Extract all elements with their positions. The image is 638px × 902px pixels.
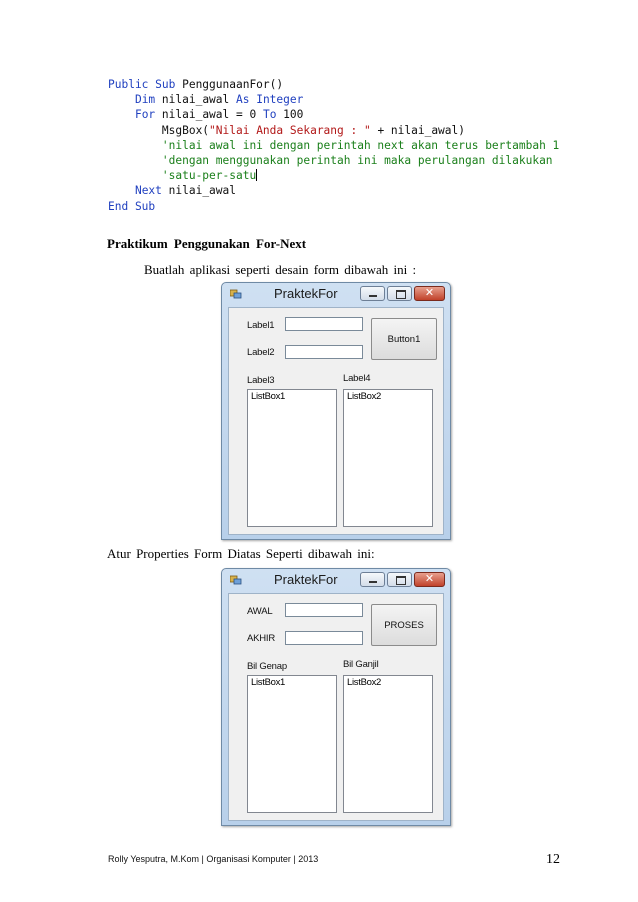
close-button[interactable] [414, 286, 445, 301]
instruction-text-1: Buatlah aplikasi seperti desain form dibawah ini : [144, 262, 417, 277]
form-window-configured [221, 568, 451, 826]
app-icon [230, 575, 242, 585]
listbox2-text: ListBox2 [347, 677, 382, 688]
label-bil-genap: Bil Genap [247, 661, 287, 672]
label-bil-ganjil: Bil Ganjil [343, 659, 379, 670]
minimize-button[interactable] [360, 572, 385, 587]
listbox2[interactable] [343, 389, 433, 527]
code-line: Next nilai_awal [134, 184, 236, 198]
label2: Label2 [247, 347, 275, 358]
code-line: MsgBox("Nilai Anda Sekarang : " + nilai_awal) [161, 123, 465, 137]
textbox-akhir[interactable] [285, 631, 363, 645]
code-line: 'nilai awal ini dengan perintah next akan terus bertambah 1 [161, 138, 560, 152]
minimize-icon [369, 295, 377, 297]
form-client-area [228, 307, 444, 535]
close-icon: ✕ [424, 572, 435, 585]
listbox1-text: ListBox1 [251, 677, 286, 688]
label3: Label3 [247, 375, 275, 386]
textbox2[interactable] [285, 345, 363, 359]
maximize-icon [396, 576, 406, 585]
app-icon [230, 289, 242, 299]
close-icon: ✕ [424, 286, 435, 299]
label1: Label1 [247, 320, 275, 331]
close-button[interactable] [414, 572, 445, 587]
maximize-icon [396, 290, 406, 299]
listbox2-text: ListBox2 [347, 391, 382, 402]
listbox-ganjil[interactable] [343, 675, 433, 813]
instruction-text-2: Atur Properties Form Diatas Seperti dibawah ini: [107, 546, 375, 561]
code-line: For nilai_awal = 0 To 100 [134, 108, 304, 122]
textbox-awal[interactable] [285, 603, 363, 617]
form-client-area [228, 593, 444, 821]
minimize-button[interactable] [360, 286, 385, 301]
code-listing [108, 77, 559, 214]
label-awal: AWAL [247, 606, 273, 617]
textbox1[interactable] [285, 317, 363, 331]
title-bar [222, 283, 450, 307]
listbox1-text: ListBox1 [251, 391, 286, 402]
maximize-button[interactable] [387, 572, 412, 587]
maximize-button[interactable] [387, 286, 412, 301]
window-title: PraktekFor [274, 286, 338, 301]
form-window-design [221, 282, 451, 540]
section-heading: Praktikum Penggunakan For-Next [107, 236, 307, 251]
proses-button[interactable]: PROSES [371, 604, 437, 646]
code-line: End Sub [108, 199, 156, 213]
window-title: PraktekFor [274, 572, 338, 587]
code-line: 'dengan menggunakan perintah ini maka perulangan dilakukan [161, 153, 553, 167]
label4: Label4 [343, 373, 371, 384]
code-line: Dim nilai_awal As Integer [134, 93, 304, 107]
code-line: Public Sub PenggunaanFor() [108, 78, 284, 91]
page-footer: Rolly Yesputra, M.Kom | Organisasi Komputer | 2013 [108, 854, 319, 864]
page-number: 12 [546, 852, 560, 867]
title-bar [222, 569, 450, 593]
listbox-genap[interactable] [247, 675, 337, 813]
minimize-icon [369, 581, 377, 583]
button1[interactable]: Button1 [371, 318, 437, 360]
label-akhir: AKHIR [247, 633, 276, 644]
code-line: 'satu-per-satu [161, 169, 257, 183]
text-cursor [256, 169, 257, 181]
listbox1[interactable] [247, 389, 337, 527]
